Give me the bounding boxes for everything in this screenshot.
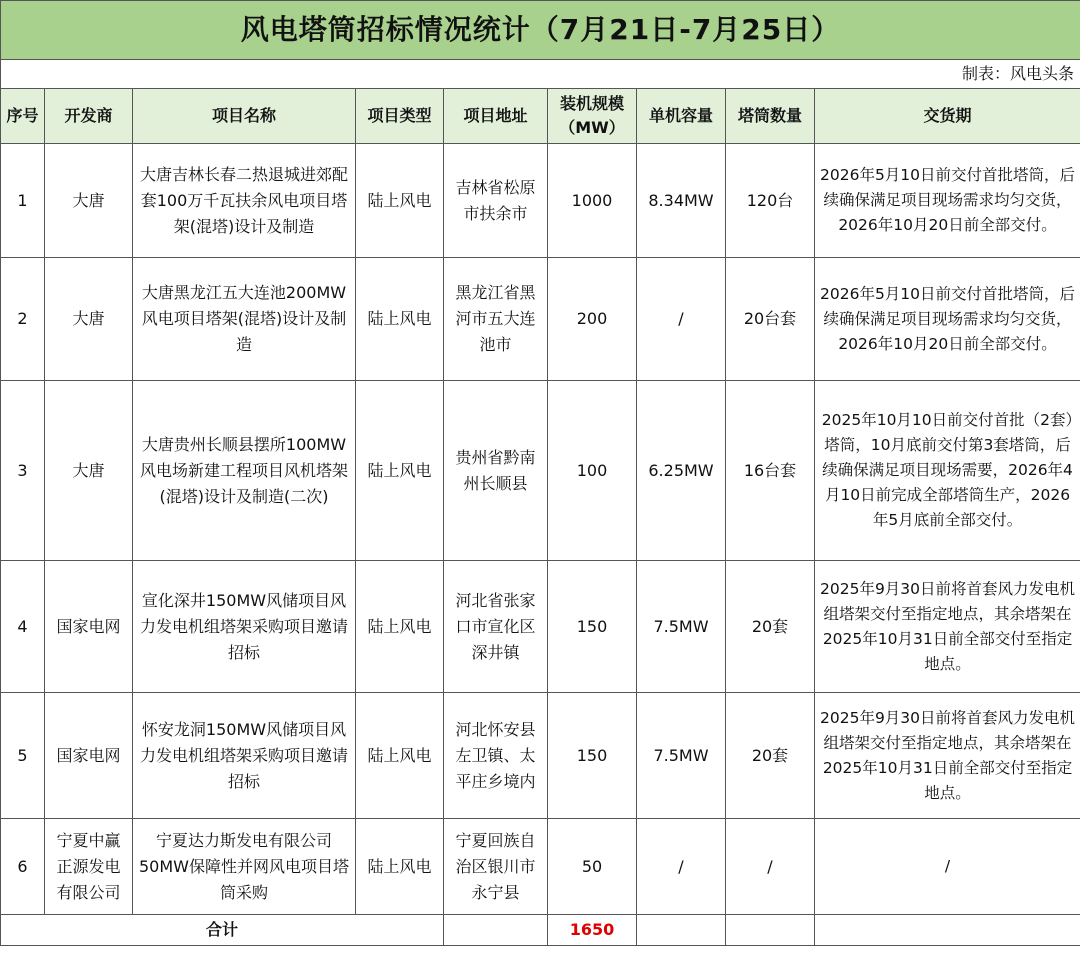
- cell-no: 2: [1, 258, 45, 381]
- cell-capacity: 50: [548, 819, 637, 915]
- cell-name: 宁夏达力斯发电有限公司50MW保障性并网风电项目塔筒采购: [133, 819, 356, 915]
- cell-count: /: [726, 819, 815, 915]
- cell-no: 1: [1, 144, 45, 258]
- total-capacity: 1650: [548, 915, 637, 946]
- header-count: 塔筒数量: [726, 89, 815, 144]
- total-empty-cell: [726, 915, 815, 946]
- cell-address: 吉林省松原市扶余市: [444, 144, 548, 258]
- cell-unit: /: [637, 258, 726, 381]
- cell-address: 黑龙江省黑河市五大连池市: [444, 258, 548, 381]
- cell-type: 陆上风电: [356, 258, 444, 381]
- cell-developer: 国家电网: [45, 693, 133, 819]
- cell-type: 陆上风电: [356, 381, 444, 561]
- total-row: [1, 915, 1080, 946]
- cell-capacity: 1000: [548, 144, 637, 258]
- cell-no: 3: [1, 381, 45, 561]
- cell-no: 5: [1, 693, 45, 819]
- table-row: [1, 381, 1080, 561]
- cell-developer: 大唐: [45, 381, 133, 561]
- cell-address: 宁夏回族自治区银川市永宁县: [444, 819, 548, 915]
- page-title: 风电塔筒招标情况统计（7月21日-7月25日）: [1, 1, 1080, 60]
- cell-count: 20套: [726, 561, 815, 693]
- cell-developer: 国家电网: [45, 561, 133, 693]
- cell-delivery: /: [815, 819, 1080, 915]
- cell-count: 20台套: [726, 258, 815, 381]
- cell-delivery: 2025年10月10日前交付首批（2套）塔筒，10月底前交付第3套塔筒，后续确保满足项目现场需要，2026年4月10日前完成全部塔筒生产，2026年5月底前全部交付。: [815, 381, 1080, 561]
- cell-count: 120台: [726, 144, 815, 258]
- cell-type: 陆上风电: [356, 693, 444, 819]
- cell-capacity: 100: [548, 381, 637, 561]
- cell-unit: 7.5MW: [637, 693, 726, 819]
- cell-no: 6: [1, 819, 45, 915]
- cell-delivery: 2026年5月10日前交付首批塔筒，后续确保满足项目现场需求均匀交货，2026年10月20日前全部交付。: [815, 258, 1080, 381]
- cell-unit: 6.25MW: [637, 381, 726, 561]
- cell-type: 陆上风电: [356, 561, 444, 693]
- total-empty-cell: [444, 915, 548, 946]
- table-maker-note: 制表：风电头条: [1, 60, 1080, 89]
- cell-developer: 大唐: [45, 258, 133, 381]
- cell-type: 陆上风电: [356, 144, 444, 258]
- cell-name: 大唐吉林长春二热退城进郊配套100万千瓦扶余风电项目塔架(混塔)设计及制造: [133, 144, 356, 258]
- header-type: 项目类型: [356, 89, 444, 144]
- total-empty-cell: [815, 915, 1080, 946]
- cell-delivery: 2025年9月30日前将首套风力发电机组塔架交付至指定地点，其余塔架在2025年10月31日前全部交付至指定地点。: [815, 693, 1080, 819]
- cell-capacity: 200: [548, 258, 637, 381]
- header-no: 序号: [1, 89, 45, 144]
- header-delivery: 交货期: [815, 89, 1080, 144]
- cell-count: 16台套: [726, 381, 815, 561]
- header-capacity: 装机规模（MW）: [548, 89, 637, 144]
- cell-unit: 8.34MW: [637, 144, 726, 258]
- table-row: [1, 819, 1080, 915]
- cell-name: 宣化深井150MW风储项目风力发电机组塔架采购项目邀请招标: [133, 561, 356, 693]
- total-empty-cell: [637, 915, 726, 946]
- cell-name: 怀安龙洞150MW风储项目风力发电机组塔架采购项目邀请招标: [133, 693, 356, 819]
- header-developer: 开发商: [45, 89, 133, 144]
- cell-capacity: 150: [548, 693, 637, 819]
- cell-name: 大唐贵州长顺县摆所100MW风电场新建工程项目风机塔架(混塔)设计及制造(二次): [133, 381, 356, 561]
- table-row: [1, 144, 1080, 258]
- cell-address: 河北省张家口市宣化区深井镇: [444, 561, 548, 693]
- table-row: [1, 561, 1080, 693]
- cell-developer: 大唐: [45, 144, 133, 258]
- cell-no: 4: [1, 561, 45, 693]
- cell-address: 河北怀安县左卫镇、太平庄乡境内: [444, 693, 548, 819]
- cell-unit: /: [637, 819, 726, 915]
- cell-delivery: 2026年5月10日前交付首批塔筒，后续确保满足项目现场需求均匀交货，2026年10月20日前全部交付。: [815, 144, 1080, 258]
- cell-capacity: 150: [548, 561, 637, 693]
- table-row: [1, 258, 1080, 381]
- table-row: [1, 693, 1080, 819]
- cell-address: 贵州省黔南州长顺县: [444, 381, 548, 561]
- cell-count: 20套: [726, 693, 815, 819]
- header-unit: 单机容量: [637, 89, 726, 144]
- header-address: 项目地址: [444, 89, 548, 144]
- cell-type: 陆上风电: [356, 819, 444, 915]
- total-label: 合计: [1, 915, 444, 946]
- table-header-row: [1, 89, 1080, 144]
- cell-delivery: 2025年9月30日前将首套风力发电机组塔架交付至指定地点，其余塔架在2025年10月31日前全部交付至指定地点。: [815, 561, 1080, 693]
- cell-developer: 宁夏中赢正源发电有限公司: [45, 819, 133, 915]
- header-name: 项目名称: [133, 89, 356, 144]
- cell-name: 大唐黑龙江五大连池200MW风电项目塔架(混塔)设计及制造: [133, 258, 356, 381]
- cell-unit: 7.5MW: [637, 561, 726, 693]
